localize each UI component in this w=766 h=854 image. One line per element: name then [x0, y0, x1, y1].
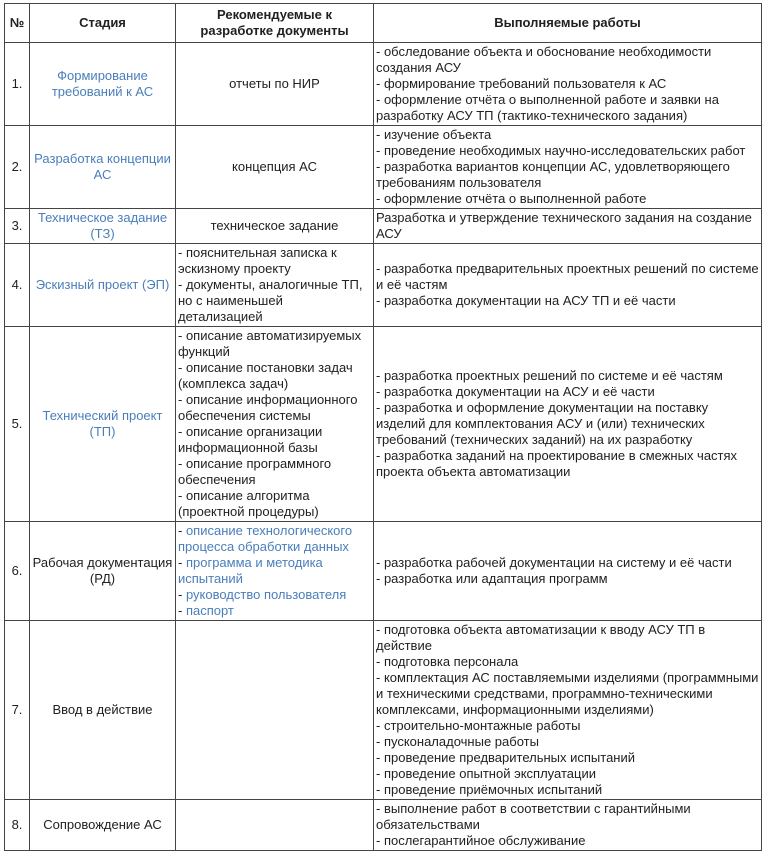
document-item: - описание алгоритма (проектной процедуры) — [178, 488, 319, 519]
document-item: отчеты по НИР — [229, 76, 320, 91]
document-link[interactable]: паспорт — [185, 603, 234, 618]
stage-cell — [30, 244, 176, 327]
list-dash: - — [178, 587, 186, 602]
header-documents: Рекомендуемые к разработке документы — [176, 4, 374, 43]
work-item: - выполнение работ в соответствии с гарантийными обязательствами — [376, 801, 691, 832]
documents-cell — [176, 126, 374, 209]
row-number: 3. — [5, 209, 30, 244]
works-cell — [374, 800, 762, 851]
stage-cell — [30, 126, 176, 209]
header-stage: Стадия — [30, 4, 176, 43]
works-cell — [374, 522, 762, 621]
table-header — [5, 4, 762, 43]
document-item: - описание постановки задач (комплекса задач) — [178, 360, 353, 391]
work-item: - разработка или адаптация программ — [376, 571, 608, 586]
stage-label: Рабочая документация (РД) — [32, 555, 173, 586]
document-link[interactable]: программа и методика испытаний — [178, 555, 323, 586]
row-number: 1. — [5, 43, 30, 126]
header-number: № — [5, 4, 30, 43]
work-item: Разработка и утверждение технического задания на создание АСУ — [376, 210, 752, 241]
document-item: - описание автоматизируемых функций — [178, 328, 362, 359]
works-cell — [374, 621, 762, 800]
documents-cell — [176, 327, 374, 522]
table-row — [5, 209, 762, 244]
row-number: 6. — [5, 522, 30, 621]
work-item: - разработка предварительных проектных решений по системе и её частям — [376, 261, 759, 292]
table-row — [5, 522, 762, 621]
work-item: - комплектация АС поставляемыми изделиями (программными и техническими средствами, программно-техническими комплексами, информационными изделиями) — [376, 670, 759, 717]
works-cell — [374, 327, 762, 522]
stage-link[interactable]: Техническое задание (ТЗ) — [37, 210, 168, 241]
document-item: - документы, аналогичные ТП, но с наименьшей детализацией — [178, 277, 363, 324]
document-item: концепция АС — [232, 159, 317, 174]
work-item: - проведение необходимых научно-исследовательских работ — [376, 143, 746, 158]
documents-cell — [176, 522, 374, 621]
document-item: техническое задание — [210, 218, 339, 233]
header-works: Выполняемые работы — [374, 4, 762, 43]
document-item — [178, 603, 371, 619]
list-dash: - — [178, 523, 186, 538]
work-item: - строительно-монтажные работы — [376, 718, 581, 733]
works-cell — [374, 244, 762, 327]
documents-cell — [176, 43, 374, 126]
stage-cell — [30, 43, 176, 126]
work-item: - послегарантийное обслуживание — [376, 833, 586, 848]
works-cell — [374, 126, 762, 209]
work-item: - подготовка персонала — [376, 654, 519, 669]
table-row — [5, 327, 762, 522]
documents-cell — [176, 800, 374, 851]
documents-cell — [176, 244, 374, 327]
work-item: - разработка документации на АСУ и её части — [376, 384, 655, 399]
table-row — [5, 43, 762, 126]
list-dash: - — [178, 603, 186, 618]
work-item: - оформление отчёта о выполненной работе и заявки на разработку АСУ ТП (тактико-технического задания) — [376, 92, 719, 123]
works-cell — [374, 43, 762, 126]
row-number: 7. — [5, 621, 30, 800]
work-item: - разработка документации на АСУ ТП и её части — [376, 293, 676, 308]
stage-cell — [30, 522, 176, 621]
stages-table — [4, 3, 762, 851]
work-item: - проведение приёмочных испытаний — [376, 782, 603, 797]
table-body — [5, 43, 762, 851]
table-row — [5, 126, 762, 209]
stage-cell — [30, 800, 176, 851]
stage-cell — [30, 621, 176, 800]
work-item: - оформление отчёта о выполненной работе — [376, 191, 647, 206]
header-row — [5, 4, 762, 43]
document-item: - пояснительная записка к эскизному проекту — [178, 245, 337, 276]
document-item — [178, 587, 371, 603]
document-link[interactable]: руководство пользователя — [185, 587, 347, 602]
row-number: 5. — [5, 327, 30, 522]
works-cell — [374, 209, 762, 244]
stage-link[interactable]: Формирование требований к АС — [51, 68, 154, 99]
document-item — [178, 523, 371, 555]
document-item: - описание информационного обеспечения системы — [178, 392, 358, 423]
work-item: - разработка вариантов концепции АС, удовлетворяющего требованиям пользователя — [376, 159, 730, 190]
document-link[interactable]: описание технологического процесса обработки данных — [178, 523, 353, 554]
table-row — [5, 244, 762, 327]
work-item: - изучение объекта — [376, 127, 492, 142]
list-dash: - — [178, 555, 186, 570]
documents-cell — [176, 209, 374, 244]
work-item: - обследование объекта и обоснование необходимости создания АСУ — [376, 44, 712, 75]
row-number: 8. — [5, 800, 30, 851]
document-item: - описание программного обеспечения — [178, 456, 332, 487]
stage-label: Сопровождение АС — [43, 817, 162, 832]
stage-link[interactable]: Эскизный проект (ЭП) — [35, 277, 170, 292]
stage-link[interactable]: Разработка концепции АС — [34, 151, 171, 182]
table-row — [5, 800, 762, 851]
work-item: - проведение предварительных испытаний — [376, 750, 636, 765]
work-item: - разработка заданий на проектирование в смежных частях проекта объекта автоматизации — [376, 448, 738, 479]
row-number: 4. — [5, 244, 30, 327]
work-item: - разработка проектных решений по системе и её частям — [376, 368, 723, 383]
work-item: - подготовка объекта автоматизации к вводу АСУ ТП в действие — [376, 622, 706, 653]
work-item: - пусконаладочные работы — [376, 734, 539, 749]
stage-link[interactable]: Технический проект (ТП) — [42, 408, 163, 439]
stage-cell — [30, 327, 176, 522]
stage-label: Ввод в действие — [52, 702, 153, 717]
document-item — [178, 555, 371, 587]
documents-cell — [176, 621, 374, 800]
document-item: - описание организации информационной базы — [178, 424, 323, 455]
work-item: - проведение опытной эксплуатации — [376, 766, 596, 781]
stage-cell — [30, 209, 176, 244]
work-item: - формирование требований пользователя к АС — [376, 76, 667, 91]
row-number: 2. — [5, 126, 30, 209]
work-item: - разработка рабочей документации на систему и её части — [376, 555, 732, 570]
work-item: - разработка и оформление документации на поставку изделий для комплектования АСУ и (или) технических требований (технических заданий) на их разработку — [376, 400, 709, 447]
table-row — [5, 621, 762, 800]
